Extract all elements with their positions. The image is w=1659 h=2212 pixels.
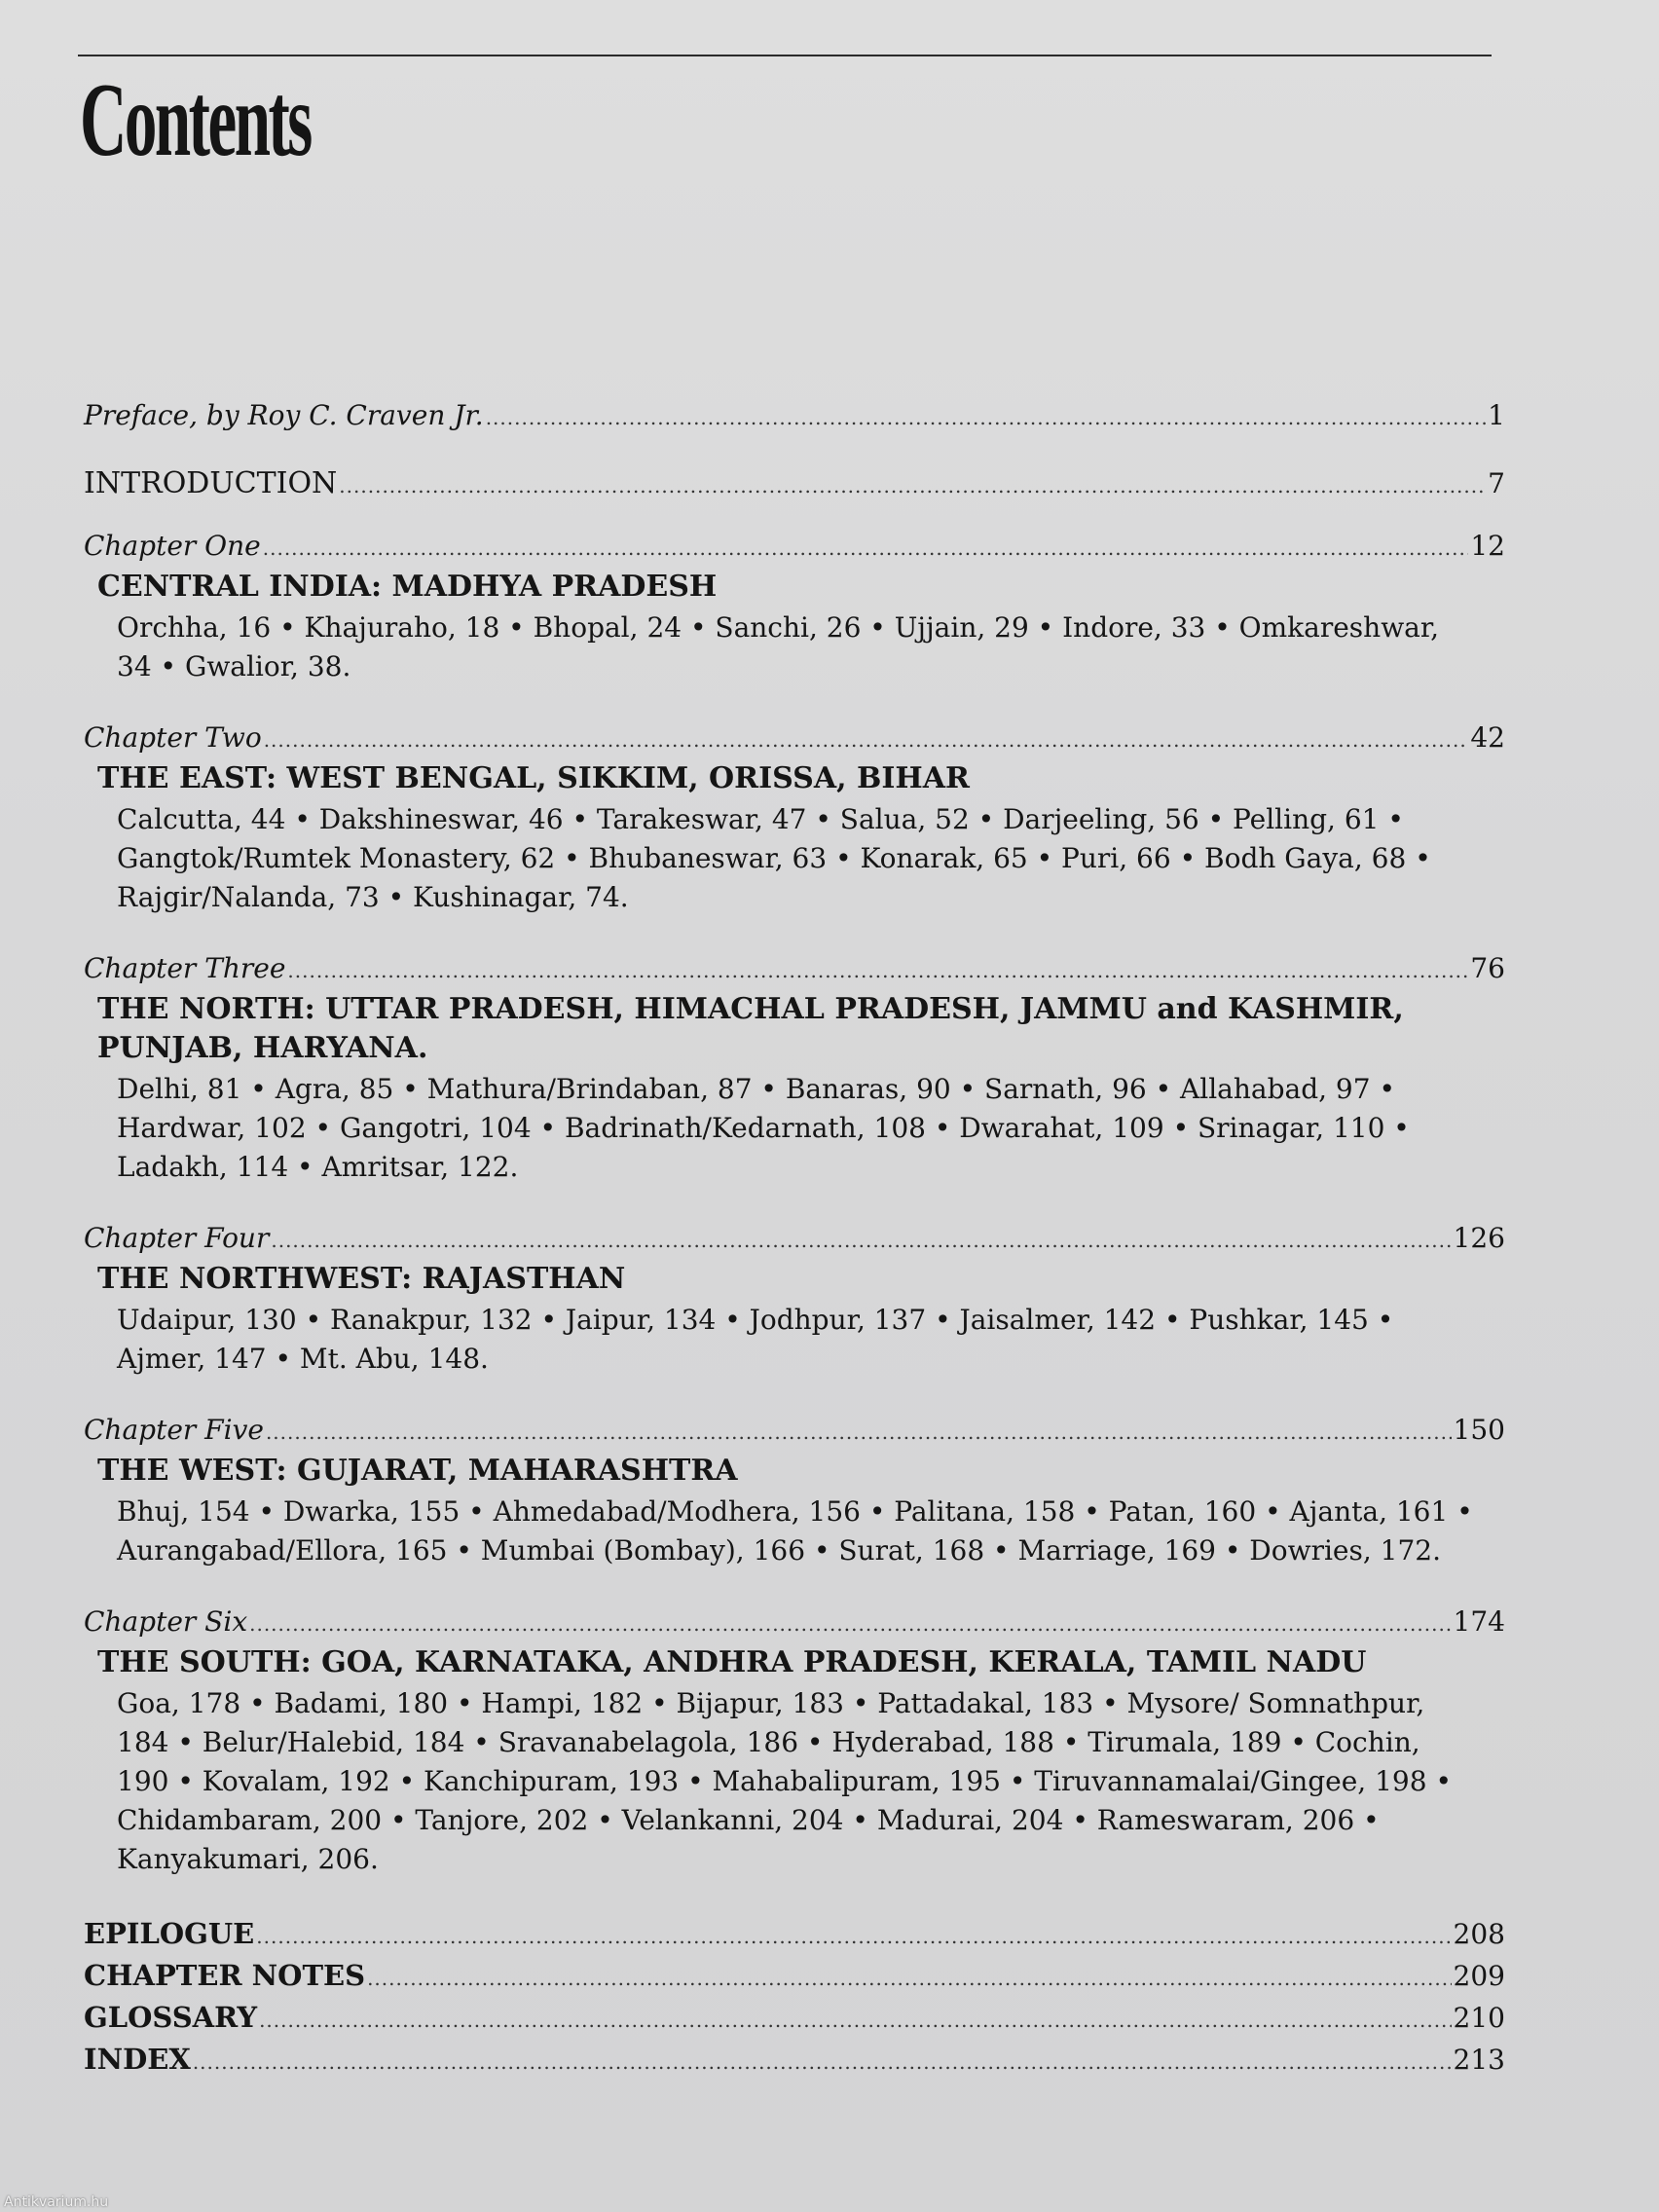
toc-back-matter (84, 1914, 1505, 2082)
chapter-page-number: 76 (1470, 952, 1505, 984)
chapter-page-number: 174 (1453, 1605, 1505, 1638)
toc-chapter-4 (84, 1222, 1505, 1379)
toc-page-number: 1 (1488, 399, 1505, 431)
toc-page-number: 213 (1453, 2044, 1505, 2076)
dot-leader (287, 959, 1468, 982)
page-title: Contents (80, 62, 311, 178)
chapter-title: THE SOUTH: GOA, KARNATAKA, ANDHRA PRADESH, KERALA, TAMIL NADU (97, 1645, 1367, 1679)
dot-leader (256, 1917, 1451, 1956)
chapter-label: Chapter Five (84, 1414, 264, 1446)
toc-label: EPILOGUE (84, 1917, 255, 1950)
dot-leader (264, 728, 1469, 752)
chapter-label: Chapter Two (84, 721, 262, 754)
chapter-page-number: 12 (1470, 530, 1505, 562)
toc-page-number: 7 (1488, 467, 1505, 499)
chapter-title: THE EAST: WEST BENGAL, SIKKIM, ORISSA, BIHAR (97, 761, 970, 795)
toc-chapter-1 (84, 530, 1505, 686)
toc-entry-index (84, 2040, 1505, 2082)
chapter-page-number: 126 (1453, 1222, 1505, 1254)
top-rule (78, 55, 1492, 56)
toc-chapter-2 (84, 721, 1505, 917)
dot-leader (367, 1959, 1451, 1998)
chapter-label: Chapter Six (84, 1605, 248, 1638)
watermark: Antikvarium.hu (4, 2194, 109, 2210)
toc-chapter-5 (84, 1414, 1505, 1570)
table-of-contents (84, 399, 1505, 2082)
chapter-title: THE WEST: GUJARAT, MAHARASHTRA (97, 1454, 738, 1488)
chapter-places: Udaipur, 130 • Ranakpur, 132 • Jaipur, 134 • Jodhpur, 137 • Jaisalmer, 142 • Pushkar, 145 • Ajmer, 147 • Mt. Abu, 148. (117, 1304, 1394, 1375)
toc-entry-introduction (84, 466, 1505, 500)
dot-leader (259, 2001, 1451, 2040)
toc-entry-preface (84, 399, 1505, 431)
toc-label: INTRODUCTION (84, 466, 338, 500)
chapter-places: Delhi, 81 • Agra, 85 • Mathura/Brindaban, 87 • Banaras, 90 • Sarnath, 96 • Allahabad, 97 • Hardwar, 102 • Gangotri, 104 • Badrinath/Kedarnath, 108 • Dwarahat, 109 • Srinagar, 110 • Ladakh, 114 • Amritsar, 122. (117, 1073, 1410, 1183)
dot-leader (249, 1612, 1451, 1636)
chapter-label: Chapter Four (84, 1222, 270, 1254)
toc-page-number: 209 (1453, 1960, 1505, 1992)
chapter-page-number: 42 (1470, 721, 1505, 754)
toc-label: Preface, by Roy C. Craven Jr. (84, 399, 484, 431)
toc-entry-glossary (84, 1998, 1505, 2040)
chapter-places: Calcutta, 44 • Dakshineswar, 46 • Tarakeswar, 47 • Salua, 52 • Darjeeling, 56 • Pelling, 61 • Gangtok/Rumtek Monastery, 62 • Bhubaneswar, 63 • Konarak, 65 • Puri, 66 • Bodh Gaya, 68 • Rajgir/Nalanda, 73 • Kushinagar, 74. (117, 803, 1431, 913)
dot-leader (271, 1229, 1451, 1252)
chapter-label: Chapter One (84, 530, 261, 562)
chapter-places: Goa, 178 • Badami, 180 • Hampi, 182 • Bijapur, 183 • Pattadakal, 183 • Mysore/ Somnathpur, 184 • Belur/Halebid, 184 • Sravanabelagola, 186 • Hyderabad, 188 • Tirumala, 189 • Cochin, 190 • Kovalam, 192 • Kanchipuram, 193 • Mahabalipuram, 195 • Tiruvannamalai/Gingee, 198 • Chidambaram, 200 • Tanjore, 202 • Velankanni, 204 • Madurai, 204 • Rameswaram, 206 • Kanyakumari, 206. (117, 1687, 1452, 1875)
dot-leader (193, 2043, 1452, 2082)
toc-label: GLOSSARY (84, 2001, 258, 2034)
toc-page-number: 208 (1453, 1918, 1505, 1950)
toc-chapter-3 (84, 952, 1505, 1187)
toc-label: CHAPTER NOTES (84, 1959, 366, 1992)
dot-leader (266, 1420, 1452, 1444)
toc-chapter-6 (84, 1605, 1505, 1879)
dot-leader (263, 536, 1469, 560)
dot-leader (486, 406, 1486, 429)
chapter-places: Orchha, 16 • Khajuraho, 18 • Bhopal, 24 • Sanchi, 26 • Ujjain, 29 • Indore, 33 • Omkareshwar, 34 • Gwalior, 38. (117, 611, 1440, 682)
toc-entry-chapter-notes (84, 1956, 1505, 1998)
toc-page-number: 210 (1453, 2002, 1505, 2034)
chapter-label: Chapter Three (84, 952, 286, 984)
chapter-title: CENTRAL INDIA: MADHYA PRADESH (97, 570, 718, 604)
chapter-page-number: 150 (1453, 1414, 1505, 1446)
chapter-title: THE NORTH: UTTAR PRADESH, HIMACHAL PRADESH, JAMMU and KASHMIR, PUNJAB, HARYANA. (97, 992, 1404, 1065)
dot-leader (339, 474, 1486, 498)
chapter-places: Bhuj, 154 • Dwarka, 155 • Ahmedabad/Modhera, 156 • Palitana, 158 • Patan, 160 • Ajanta, 161 • Aurangabad/Ellora, 165 • Mumbai (Bombay), 166 • Surat, 168 • Marriage, 169 • Dowries, 172. (117, 1495, 1473, 1567)
toc-entry-epilogue (84, 1914, 1505, 1956)
chapter-title: THE NORTHWEST: RAJASTHAN (97, 1262, 626, 1296)
toc-label: INDEX (84, 2043, 191, 2076)
